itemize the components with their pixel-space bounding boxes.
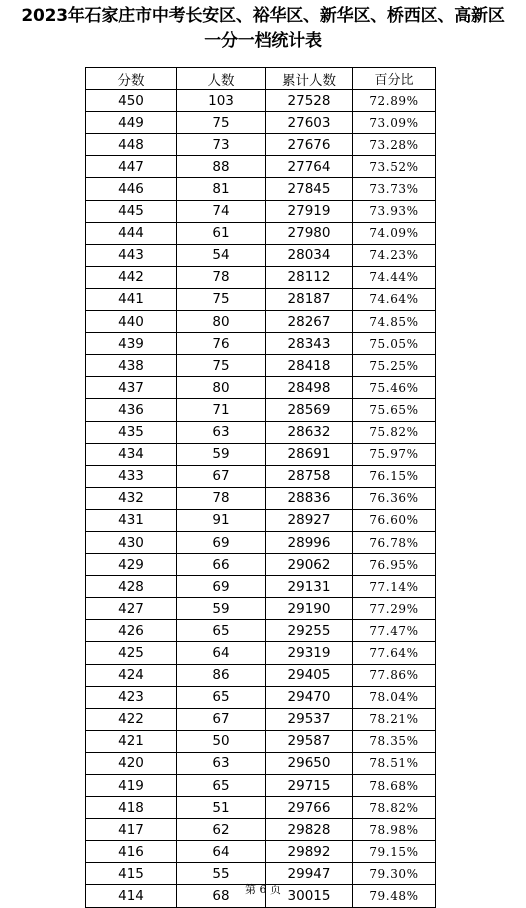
cell-percent: 73.52% [353,156,436,178]
cell-score: 446 [86,178,177,200]
cell-score: 439 [86,333,177,355]
cell-score: 433 [86,465,177,487]
table-row [86,509,436,531]
cell-count: 65 [177,775,266,797]
cell-count: 64 [177,841,266,863]
cell-count: 54 [177,244,266,266]
cell-score: 447 [86,156,177,178]
table-row [86,752,436,774]
table-row [86,531,436,553]
cell-score: 426 [86,620,177,642]
table-row [86,288,436,310]
cell-cumulative: 29255 [266,620,353,642]
cell-count: 59 [177,443,266,465]
cell-percent: 78.35% [353,730,436,752]
cell-count: 88 [177,156,266,178]
cell-score: 424 [86,664,177,686]
cell-percent: 77.14% [353,576,436,598]
cell-count: 51 [177,797,266,819]
cell-count: 63 [177,421,266,443]
cell-percent: 77.47% [353,620,436,642]
cell-cumulative: 27845 [266,178,353,200]
cell-count: 67 [177,465,266,487]
cell-score: 418 [86,797,177,819]
cell-count: 62 [177,819,266,841]
cell-score: 428 [86,576,177,598]
cell-cumulative: 28632 [266,421,353,443]
cell-cumulative: 28691 [266,443,353,465]
cell-score: 419 [86,775,177,797]
cell-cumulative: 27764 [266,156,353,178]
cell-percent: 79.15% [353,841,436,863]
cell-count: 71 [177,399,266,421]
cell-percent: 76.60% [353,509,436,531]
cell-percent: 74.23% [353,244,436,266]
table-row [86,642,436,664]
table-row [86,377,436,399]
cell-cumulative: 28343 [266,333,353,355]
cell-score: 445 [86,200,177,222]
table-header-row [86,68,436,90]
cell-percent: 79.30% [353,863,436,885]
table-row [86,399,436,421]
cell-score: 420 [86,752,177,774]
cell-percent: 78.51% [353,752,436,774]
cell-percent: 77.86% [353,664,436,686]
cell-score: 417 [86,819,177,841]
cell-percent: 77.64% [353,642,436,664]
table-row [86,421,436,443]
cell-count: 75 [177,288,266,310]
cell-percent: 75.05% [353,333,436,355]
cell-percent: 72.89% [353,90,436,112]
cell-count: 59 [177,598,266,620]
table-row [86,311,436,333]
table-row [86,598,436,620]
table-row [86,841,436,863]
page-title: 2023年石家庄市中考长安区、裕华区、新华区、桥西区、高新区 [21,6,505,26]
cell-cumulative: 27528 [266,90,353,112]
cell-score: 430 [86,531,177,553]
table-row [86,112,436,134]
cell-cumulative: 29190 [266,598,353,620]
cell-count: 74 [177,200,266,222]
cell-cumulative: 28112 [266,266,353,288]
cell-cumulative: 29587 [266,730,353,752]
cell-percent: 73.28% [353,134,436,156]
cell-percent: 76.36% [353,487,436,509]
cell-score: 443 [86,244,177,266]
cell-percent: 78.68% [353,775,436,797]
cell-count: 86 [177,664,266,686]
cell-percent: 75.46% [353,377,436,399]
table-row [86,266,436,288]
cell-count: 66 [177,554,266,576]
cell-score: 436 [86,399,177,421]
page-number: 第 6 页 [245,883,281,896]
score-distribution-table [85,67,436,908]
cell-percent: 76.95% [353,554,436,576]
cell-count: 76 [177,333,266,355]
cell-cumulative: 27676 [266,134,353,156]
cell-cumulative: 29828 [266,819,353,841]
cell-count: 81 [177,178,266,200]
cell-cumulative: 28034 [266,244,353,266]
cell-percent: 77.29% [353,598,436,620]
table-row [86,355,436,377]
cell-score: 434 [86,443,177,465]
table-row [86,620,436,642]
cell-score: 431 [86,509,177,531]
cell-score: 432 [86,487,177,509]
cell-count: 69 [177,576,266,598]
cell-cumulative: 29650 [266,752,353,774]
cell-cumulative: 29892 [266,841,353,863]
table-row [86,90,436,112]
cell-cumulative: 28569 [266,399,353,421]
header-cumulative: 累计人数 [266,68,353,90]
cell-percent: 74.85% [353,311,436,333]
cell-count: 61 [177,222,266,244]
cell-cumulative: 29131 [266,576,353,598]
table-row [86,244,436,266]
table-row [86,156,436,178]
cell-count: 80 [177,311,266,333]
cell-score: 438 [86,355,177,377]
cell-count: 80 [177,377,266,399]
table-row [86,775,436,797]
cell-count: 73 [177,134,266,156]
cell-score: 423 [86,686,177,708]
cell-score: 421 [86,730,177,752]
cell-count: 91 [177,509,266,531]
cell-count: 69 [177,531,266,553]
cell-score: 425 [86,642,177,664]
cell-percent: 75.65% [353,399,436,421]
cell-percent: 73.73% [353,178,436,200]
cell-percent: 76.78% [353,531,436,553]
cell-score: 427 [86,598,177,620]
cell-score: 414 [86,885,177,907]
cell-cumulative: 30015 [266,885,353,907]
cell-cumulative: 27980 [266,222,353,244]
table-row [86,222,436,244]
table-row [86,178,436,200]
cell-count: 68 [177,885,266,907]
cell-count: 75 [177,355,266,377]
table-row [86,443,436,465]
cell-cumulative: 27603 [266,112,353,134]
cell-score: 449 [86,112,177,134]
cell-count: 64 [177,642,266,664]
cell-cumulative: 28267 [266,311,353,333]
cell-count: 103 [177,90,266,112]
cell-cumulative: 29715 [266,775,353,797]
header-score: 分数 [86,68,177,90]
cell-percent: 74.44% [353,266,436,288]
header-percent: 百分比 [353,68,436,90]
header-count: 人数 [177,68,266,90]
cell-score: 435 [86,421,177,443]
cell-count: 75 [177,112,266,134]
cell-count: 78 [177,266,266,288]
table-row [86,554,436,576]
table-row [86,465,436,487]
table-row [86,664,436,686]
cell-cumulative: 29319 [266,642,353,664]
cell-cumulative: 28836 [266,487,353,509]
cell-percent: 78.98% [353,819,436,841]
cell-percent: 76.15% [353,465,436,487]
table-row [86,333,436,355]
cell-percent: 79.48% [353,885,436,907]
cell-score: 448 [86,134,177,156]
table-row [86,576,436,598]
cell-score: 441 [86,288,177,310]
cell-score: 422 [86,708,177,730]
cell-count: 55 [177,863,266,885]
cell-count: 63 [177,752,266,774]
table-row [86,200,436,222]
table-body [86,90,436,907]
cell-cumulative: 29470 [266,686,353,708]
cell-score: 437 [86,377,177,399]
table-row [86,134,436,156]
cell-score: 415 [86,863,177,885]
cell-cumulative: 28187 [266,288,353,310]
table-row [86,819,436,841]
cell-cumulative: 27919 [266,200,353,222]
cell-cumulative: 29537 [266,708,353,730]
table-row [86,797,436,819]
cell-percent: 78.82% [353,797,436,819]
cell-percent: 74.64% [353,288,436,310]
cell-score: 440 [86,311,177,333]
cell-count: 78 [177,487,266,509]
cell-percent: 75.25% [353,355,436,377]
page-subtitle: 一分一档统计表 [204,31,322,51]
table-row [86,708,436,730]
cell-percent: 73.09% [353,112,436,134]
cell-score: 444 [86,222,177,244]
cell-count: 65 [177,620,266,642]
cell-percent: 73.93% [353,200,436,222]
cell-cumulative: 29766 [266,797,353,819]
table-row [86,730,436,752]
cell-cumulative: 28927 [266,509,353,531]
table-row [86,686,436,708]
cell-cumulative: 29062 [266,554,353,576]
cell-count: 50 [177,730,266,752]
cell-cumulative: 28418 [266,355,353,377]
cell-percent: 75.82% [353,421,436,443]
table-row [86,487,436,509]
cell-cumulative: 28758 [266,465,353,487]
cell-percent: 78.04% [353,686,436,708]
cell-count: 67 [177,708,266,730]
cell-percent: 75.97% [353,443,436,465]
cell-percent: 74.09% [353,222,436,244]
cell-cumulative: 29947 [266,863,353,885]
cell-score: 429 [86,554,177,576]
cell-cumulative: 29405 [266,664,353,686]
cell-cumulative: 28498 [266,377,353,399]
cell-count: 65 [177,686,266,708]
cell-cumulative: 28996 [266,531,353,553]
cell-score: 450 [86,90,177,112]
cell-score: 442 [86,266,177,288]
cell-percent: 78.21% [353,708,436,730]
cell-score: 416 [86,841,177,863]
